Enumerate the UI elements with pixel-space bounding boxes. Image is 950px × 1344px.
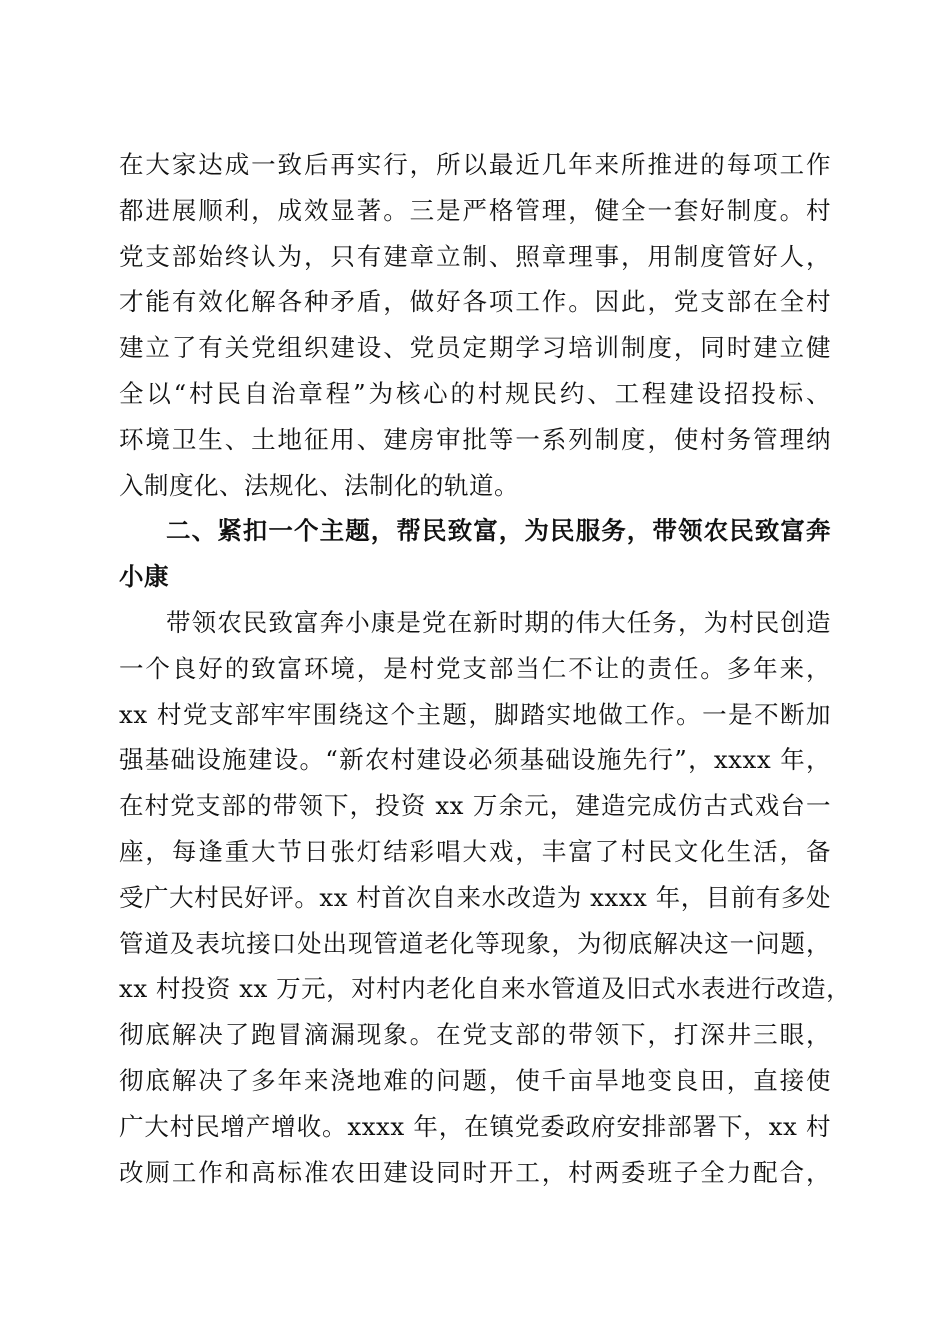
text-line: 在村党支部的带领下，投资 xx 万余元，建造完成仿古式戏台一 — [119, 791, 831, 821]
heading-line: 小康 — [119, 562, 169, 592]
text-line: 都进展顺利，成效显著。三是严格管理，健全一套好制度。村 — [119, 195, 831, 225]
text-line: xx 村投资 xx 万元，对村内老化自来水管道及旧式水表进行改造， — [119, 974, 852, 1004]
text-line: 一个良好的致富环境，是村党支部当仁不让的责任。多年来， — [119, 653, 831, 683]
text-line: 强基础设施建设。“新农村建设必须基础设施先行”，xxxx 年， — [119, 745, 831, 775]
text-line: 带领农民致富奔小康是党在新时期的伟大任务，为村民创造 — [166, 607, 831, 637]
text-line: 建立了有关党组织建设、党员定期学习培训制度，同时建立健 — [119, 333, 831, 363]
text-line: 才能有效化解各种矛盾，做好各项工作。因此，党支部在全村 — [119, 287, 831, 317]
heading-line: 二、紧扣一个主题，帮民致富，为民服务，带领农民致富奔 — [166, 516, 831, 546]
document-body — [119, 142, 852, 1195]
paragraph-1 — [119, 142, 831, 508]
text-line: xx 村党支部牢牢围绕这个主题，脚踏实地做工作。一是不断加 — [119, 699, 831, 729]
text-line: 管道及表坑接口处出现管道老化等现象，为彻底解决这一问题， — [119, 928, 831, 958]
text-line: 座，每逢重大节日张灯结彩唱大戏，丰富了村民文化生活，备 — [119, 836, 831, 866]
text-line: 环境卫生、土地征用、建房审批等一系列制度，使村务管理纳 — [119, 424, 831, 454]
text-line: 彻底解决了多年来浇地难的问题，使千亩旱地变良田，直接使 — [119, 1065, 831, 1095]
text-line: 受广大村民好评。xx 村首次自来水改造为 xxxx 年，目前有多处 — [119, 882, 831, 912]
text-line: 全以“村民自治章程”为核心的村规民约、工程建设招投标、 — [119, 378, 831, 408]
paragraph-2 — [119, 600, 852, 1195]
text-line: 在大家达成一致后再实行，所以最近几年来所推进的每项工作 — [119, 150, 831, 179]
text-line: 广大村民增产增收。xxxx 年，在镇党委政府安排部署下，xx 村 — [119, 1111, 831, 1141]
text-line: 党支部始终认为，只有建章立制、照章理事，用制度管好人， — [119, 241, 831, 271]
text-line: 改厕工作和高标准农田建设同时开工，村两委班子全力配合， — [119, 1157, 831, 1187]
text-line: 彻底解决了跑冒滴漏现象。在党支部的带领下，打深井三眼， — [119, 1020, 831, 1050]
text-line: 入制度化、法规化、法制化的轨道。 — [119, 470, 519, 500]
section-heading-2 — [119, 508, 831, 600]
